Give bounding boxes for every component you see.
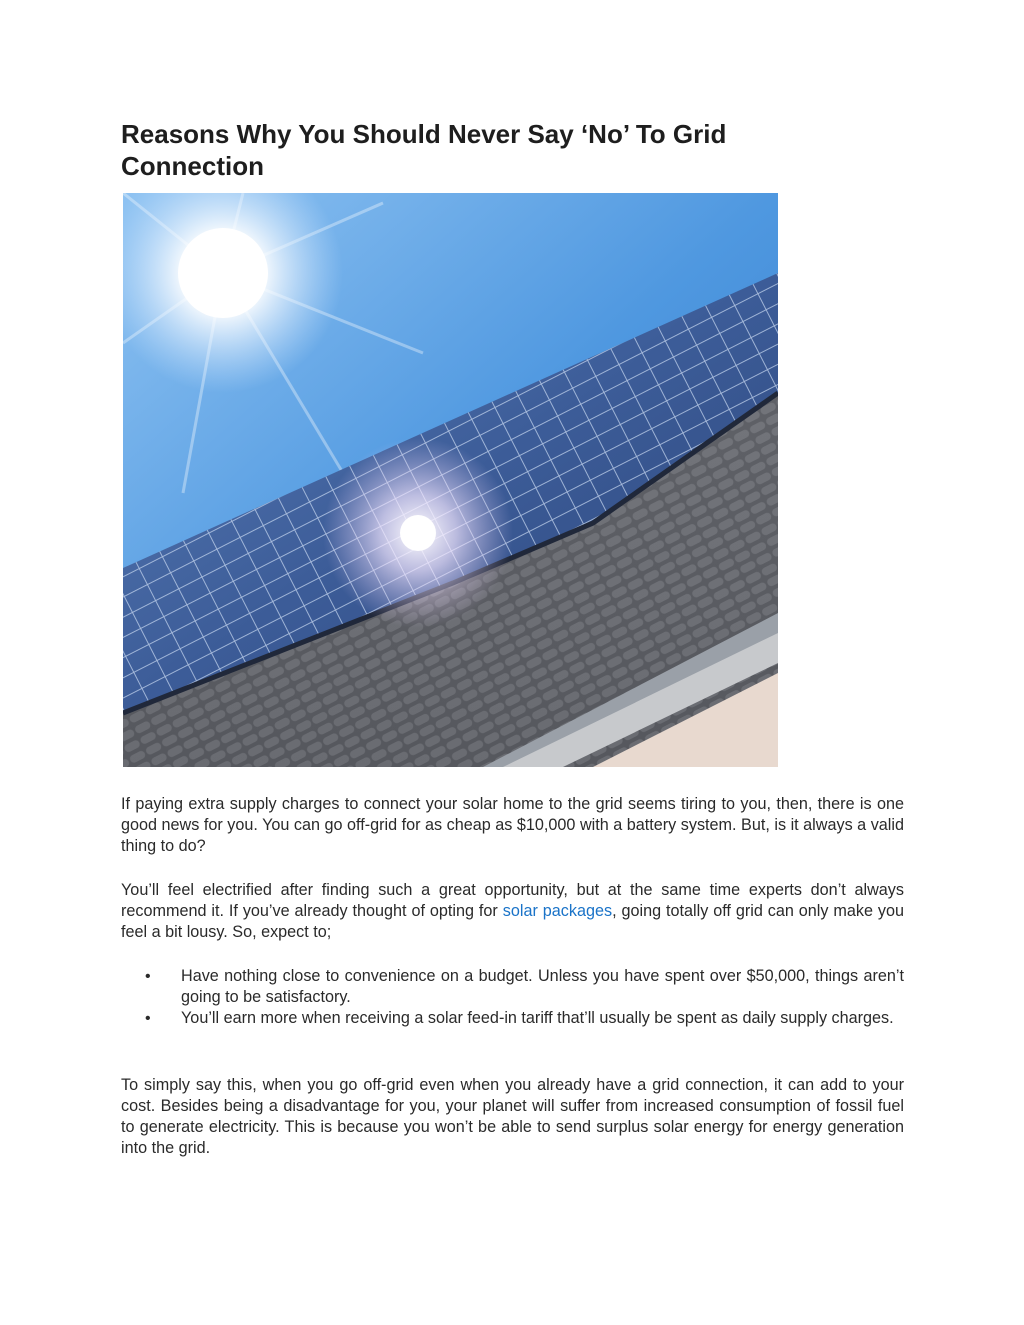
article-title: Reasons Why You Should Never Say ‘No’ To Grid Connection: [121, 119, 727, 181]
hero-image: [123, 193, 778, 767]
bullet-list: [121, 966, 904, 1029]
body-paragraph-text-before: You’ll feel electrified after finding such a great opportunity, but at the same time experts don’t always recommend it. If you’ve already thought of opting for: [121, 881, 904, 920]
solar-packages-link[interactable]: solar packages: [502, 902, 613, 920]
list-item-text: Have nothing close to convenience on a budget. Unless you have spent over $50,000, things aren’t going to be satisfactory.: [181, 967, 904, 1006]
list-item: [121, 1008, 904, 1029]
body-paragraph-text-after: , going totally off grid can only make you feel a bit lousy. So, expect to;: [121, 902, 905, 941]
bullet-icon: •: [145, 968, 151, 985]
list-item: [121, 966, 904, 1008]
intro-paragraph: If paying extra supply charges to connect your solar home to the grid seems tiring to you, then, there is one good news for you. You can go off-grid for as cheap as $10,000 with a battery system. But, is it always a valid thing to do?: [121, 795, 904, 855]
body-paragraph: [121, 880, 904, 943]
list-item-text: You’ll earn more when receiving a solar feed-in tariff that’ll usually be spent as daily supply charges.: [181, 1009, 894, 1027]
bullet-icon: •: [145, 1010, 151, 1027]
closing-paragraph: To simply say this, when you go off-grid even when you already have a grid connection, it can add to your cost. Besides being a disadvantage for you, your planet will suffer from increased consumption of fossil fuel to generate electricity. This is because you won’t be able to send surplus solar energy for energy generation into the grid.: [121, 1076, 904, 1157]
